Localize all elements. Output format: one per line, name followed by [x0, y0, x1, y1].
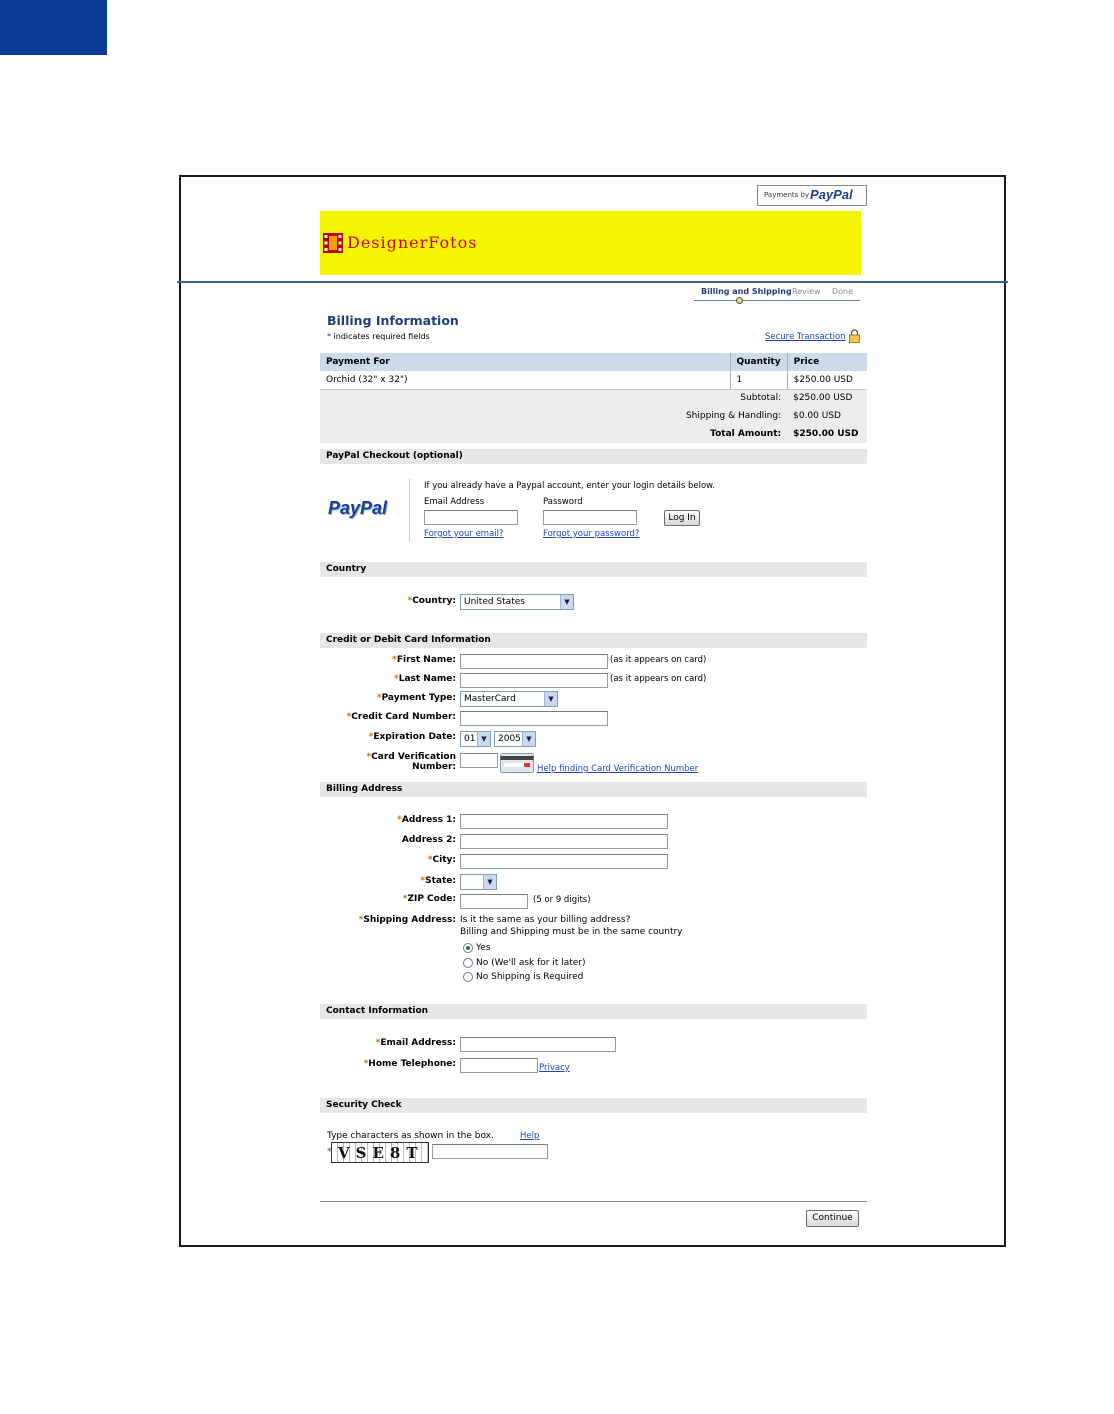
- shipping-label: Shipping & Handling:: [320, 407, 787, 425]
- last-name-input[interactable]: [460, 673, 608, 688]
- card-back-icon: [500, 753, 534, 773]
- paypal-logo: PayPal: [328, 498, 388, 518]
- cvv-label-line1: Card Verification: [371, 752, 456, 762]
- required-asterisk: *: [402, 894, 408, 904]
- cvv-label: [366, 752, 456, 772]
- required-asterisk: *: [366, 752, 372, 762]
- city-label: [428, 855, 456, 865]
- first-name-label-text: First Name:: [396, 655, 456, 665]
- required-note-text: indicates required fields: [333, 332, 430, 341]
- cart-header-row: [320, 353, 867, 371]
- contact-email-label: [376, 1038, 456, 1048]
- col-price: Price: [787, 353, 867, 371]
- shipping-yes-radio[interactable]: [463, 943, 473, 953]
- country-select-value: United States: [464, 597, 525, 607]
- required-asterisk: *: [363, 1059, 369, 1069]
- section-paypal-checkout: PayPal Checkout (optional): [320, 449, 867, 464]
- section-card-info: Credit or Debit Card Information: [320, 633, 867, 648]
- paypal-login-button[interactable]: Log In: [664, 510, 700, 526]
- home-phone-input[interactable]: [460, 1058, 538, 1073]
- required-asterisk: *: [407, 596, 413, 606]
- paypal-divider: [409, 479, 410, 542]
- cart-table: [320, 353, 867, 443]
- shipping-address-label: [359, 915, 456, 925]
- paypal-intro: If you already have a Paypal account, enter your login details below.: [424, 481, 716, 491]
- required-asterisk: *: [376, 693, 382, 703]
- city-input[interactable]: [460, 854, 668, 869]
- forgot-email-link[interactable]: Forgot your email?: [424, 529, 504, 539]
- subtotal-row: [320, 389, 867, 407]
- first-name-label: [392, 655, 456, 665]
- step-billing-shipping: Billing and Shipping: [701, 287, 792, 296]
- payment-type-label-text: Payment Type:: [381, 693, 456, 703]
- corner-block: [0, 0, 107, 55]
- required-asterisk: *: [375, 1038, 381, 1048]
- header-divider: [177, 281, 1008, 283]
- city-label-text: City:: [432, 855, 456, 865]
- progress-steps: [694, 287, 864, 307]
- page-title: Billing Information: [327, 313, 459, 328]
- shipping-value: $0.00 USD: [787, 407, 867, 425]
- exp-month-select[interactable]: [460, 731, 491, 747]
- total-value: $250.00 USD: [787, 425, 867, 443]
- no-shipping-radio[interactable]: [463, 972, 473, 982]
- zip-label: [403, 894, 456, 904]
- captcha-image: [331, 1142, 429, 1163]
- required-asterisk: *: [392, 655, 397, 665]
- step-done: Done: [832, 287, 854, 296]
- chevron-down-icon: ▼: [483, 875, 496, 889]
- required-asterisk: *: [346, 712, 352, 722]
- progress-marker: [736, 297, 743, 304]
- address1-label-text: Address 1:: [401, 815, 456, 825]
- paypal-password-input[interactable]: [543, 510, 637, 525]
- captcha-help-link[interactable]: Help: [520, 1131, 540, 1141]
- col-payment-for: Payment For: [320, 353, 730, 371]
- state-label-text: State:: [425, 876, 456, 886]
- section-country: Country: [320, 562, 867, 577]
- paypal-password-label: Password: [543, 497, 583, 507]
- brand-name: DesignerFotos: [347, 233, 478, 252]
- state-select[interactable]: [460, 874, 497, 890]
- no-shipping-label: No Shipping is Required: [476, 972, 584, 982]
- film-strip-icon: [323, 233, 343, 253]
- progress-track: [694, 300, 860, 301]
- last-name-label: [394, 674, 456, 684]
- contact-email-label-text: Email Address:: [380, 1038, 456, 1048]
- shipping-row: [320, 407, 867, 425]
- lock-icon: [849, 329, 860, 343]
- country-select[interactable]: [460, 594, 574, 610]
- step-review: Review: [792, 287, 821, 296]
- chevron-down-icon: ▼: [522, 732, 535, 746]
- required-note: [327, 332, 430, 341]
- address1-input[interactable]: [460, 814, 668, 829]
- shipping-question: Is it the same as your billing address?: [460, 915, 631, 925]
- section-billing-address: Billing Address: [320, 782, 867, 797]
- last-name-label-text: Last Name:: [398, 674, 456, 684]
- item-name: Orchid (32" x 32"): [326, 374, 408, 385]
- forgot-password-link[interactable]: Forgot your password?: [543, 529, 640, 539]
- required-asterisk: *: [327, 1147, 332, 1157]
- payments-by-paypal-badge: [757, 185, 867, 206]
- exp-year-select[interactable]: [494, 731, 536, 747]
- first-name-input[interactable]: [460, 654, 608, 669]
- captcha-input[interactable]: [432, 1144, 548, 1159]
- contact-email-input[interactable]: [460, 1037, 616, 1052]
- chevron-down-icon: ▼: [477, 732, 490, 746]
- exp-month-value: 01: [464, 734, 476, 744]
- required-asterisk: *: [368, 732, 374, 742]
- cart-item-row: [320, 371, 867, 389]
- col-quantity: Quantity: [730, 353, 787, 371]
- total-label: Total Amount:: [320, 425, 787, 443]
- zip-input[interactable]: [460, 894, 528, 909]
- cvv-label-line2: Number:: [412, 762, 456, 772]
- paypal-email-label: Email Address: [424, 497, 485, 507]
- shipping-address-label-text: Shipping Address:: [363, 915, 456, 925]
- footer-divider: [320, 1201, 867, 1202]
- item-qty: 1: [730, 371, 787, 389]
- payments-by-text: Payments by: [764, 191, 810, 199]
- card-number-label: [347, 712, 456, 722]
- paypal-badge-logo: PayPal: [810, 187, 853, 202]
- required-asterisk: *: [327, 332, 331, 341]
- captcha-instruction: Type characters as shown in the box.: [327, 1131, 494, 1141]
- address1-label: [397, 815, 456, 825]
- required-asterisk: *: [393, 674, 399, 684]
- last-name-hint: (as it appears on card): [610, 674, 707, 684]
- subtotal-value: $250.00 USD: [787, 389, 867, 407]
- brand-banner: [320, 211, 861, 275]
- required-asterisk: *: [358, 915, 364, 925]
- total-row: [320, 425, 867, 443]
- address2-input[interactable]: [460, 834, 668, 849]
- state-label: [420, 876, 456, 886]
- required-asterisk: *: [420, 876, 426, 886]
- privacy-link[interactable]: Privacy: [539, 1063, 570, 1073]
- item-price: $250.00 USD: [787, 371, 867, 389]
- country-label: [407, 596, 456, 606]
- chevron-down-icon: ▼: [544, 692, 557, 706]
- zip-label-text: ZIP Code:: [407, 894, 456, 904]
- cvv-help-link[interactable]: Help finding Card Verification Number: [537, 764, 699, 774]
- shipping-later-radio[interactable]: [463, 958, 473, 968]
- home-phone-label-text: Home Telephone:: [368, 1059, 456, 1069]
- address2-label: Address 2:: [401, 835, 456, 845]
- exp-year-value: 2005: [498, 734, 521, 744]
- payment-type-value: MasterCard: [464, 694, 516, 704]
- shipping-later-label: No (We'll ask for it later): [476, 958, 586, 968]
- continue-button[interactable]: Continue: [806, 1210, 859, 1227]
- card-number-label-text: Credit Card Number:: [351, 712, 456, 722]
- subtotal-label: Subtotal:: [320, 389, 787, 407]
- first-name-hint: (as it appears on card): [610, 655, 707, 665]
- payment-type-select[interactable]: [460, 691, 558, 707]
- secure-transaction-link[interactable]: Secure Transaction: [765, 332, 846, 342]
- chevron-down-icon: ▼: [560, 595, 573, 609]
- shipping-yes-label: Yes: [476, 943, 491, 953]
- cvv-input[interactable]: [460, 753, 498, 768]
- shipping-note: Billing and Shipping must be in the same country: [460, 927, 683, 937]
- section-contact: Contact Information: [320, 1004, 867, 1019]
- expiration-label: [369, 732, 456, 742]
- required-asterisk: *: [427, 855, 433, 865]
- zip-hint: (5 or 9 digits): [533, 895, 591, 905]
- expiration-label-text: Expiration Date:: [373, 732, 456, 742]
- captcha-text: VSE8T: [338, 1144, 424, 1162]
- paypal-email-input[interactable]: [424, 510, 518, 525]
- section-security: Security Check: [320, 1098, 867, 1113]
- country-label-text: Country:: [412, 596, 456, 606]
- home-phone-label: [364, 1059, 456, 1069]
- required-asterisk: *: [397, 815, 402, 825]
- card-number-input[interactable]: [460, 711, 608, 726]
- payment-type-label: [377, 693, 456, 703]
